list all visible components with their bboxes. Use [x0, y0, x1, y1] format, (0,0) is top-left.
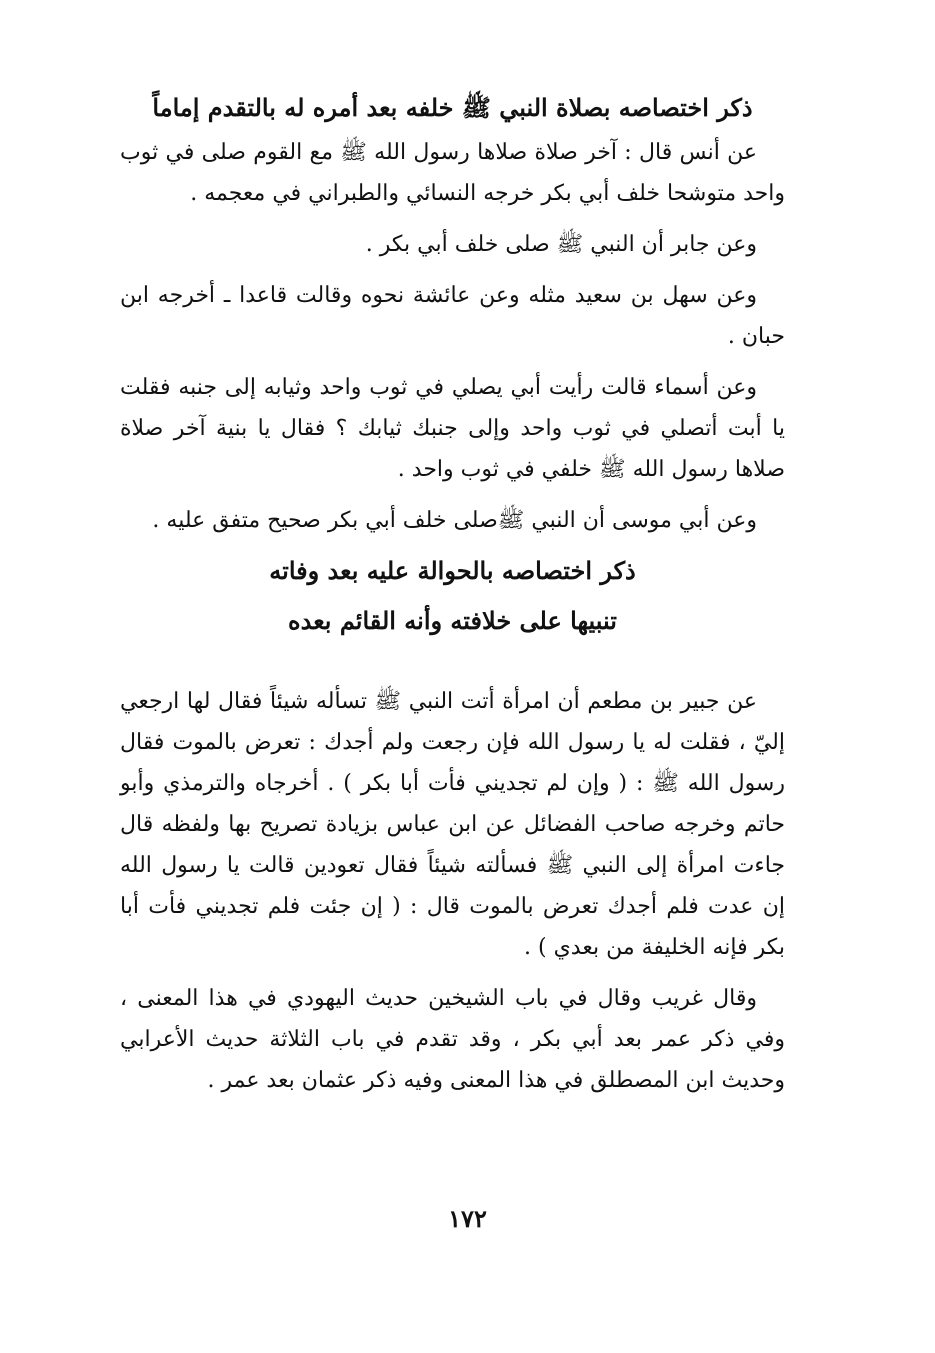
paragraph-jabir: وعن جابر أن النبي ﷺ صلى خلف أبي بكر .	[365, 232, 757, 257]
page-body	[120, 78, 785, 1111]
paragraph-abu-musa: وعن أبي موسى أن النبي ﷺصلى خلف أبي بكر صحيح متفق عليه .	[152, 508, 757, 533]
paragraph-sahl: وعن سهل بن سعيد مثله وعن عائشة نحوه وقالت قاعدا ـ أخرجه ابن حبان .	[120, 283, 785, 349]
paragraph-gharib: وقال غريب وقال في باب الشيخين حديث اليهودي في هذا المعنى ، وفي ذكر عمر بعد أبي بكر ، وقد تقدم في باب الثلاثة حديث الأعرابي وحديث ابن المصطلق في هذا المعنى وفيه ذكر عثمان بعد عمر .	[120, 986, 785, 1093]
section-heading-hawala-line-2: تنبيها على خلافته وأنه القائم بعده	[288, 606, 617, 635]
page-number: ١٧٢	[448, 1204, 487, 1233]
section-heading-prayer: ذكر اختصاصه بصلاة النبي ﷺ خلفه بعد أمره له بالتقدم إماماً	[152, 93, 753, 122]
paragraph-anas: عن أنس قال : آخر صلاة صلاها رسول الله ﷺ مع القوم صلى في ثوب واحد متوشحا خلف أبي بكر خرجه النسائي والطبراني في معجمه .	[120, 140, 785, 206]
paragraph-asma: وعن أسماء قالت رأيت أبي يصلي في ثوب واحد وثيابه إلى جنبه فقلت يا أبت أتصلي في ثوب واحد وإلى جنبك ثيابك ؟ فقال يا بنية آخر صلاة صلاها رسول الله ﷺ خلفي في ثوب واحد .	[120, 375, 785, 482]
section-heading-hawala-line-1: ذكر اختصاصه بالحوالة عليه بعد وفاته	[269, 556, 636, 585]
paragraph-jubair: عن جبير بن مطعم أن امرأة أتت النبي ﷺ تسأله شيئاً فقال لها ارجعي إليّ ، فقلت له يا رسول الله فإن رجعت ولم أجدك : تعرض بالموت فقال رسول الله ﷺ : ( وإن لم تجديني فأت أبا بكر ) . أخرجاه والترمذي وأبو حاتم وخرجه صاحب الفضائل عن ابن عباس بزيادة تصريح بها ولفظه قال جاءت امرأة إلى النبي ﷺ فسألته شيئاً فقال تعودين قالت يا رسول الله إن عدت فلم أجدك تعرض بالموت قال : ( إن جئت فلم تجديني فأت أبا بكر فإنه الخليفة من بعدي ) .	[120, 689, 785, 960]
